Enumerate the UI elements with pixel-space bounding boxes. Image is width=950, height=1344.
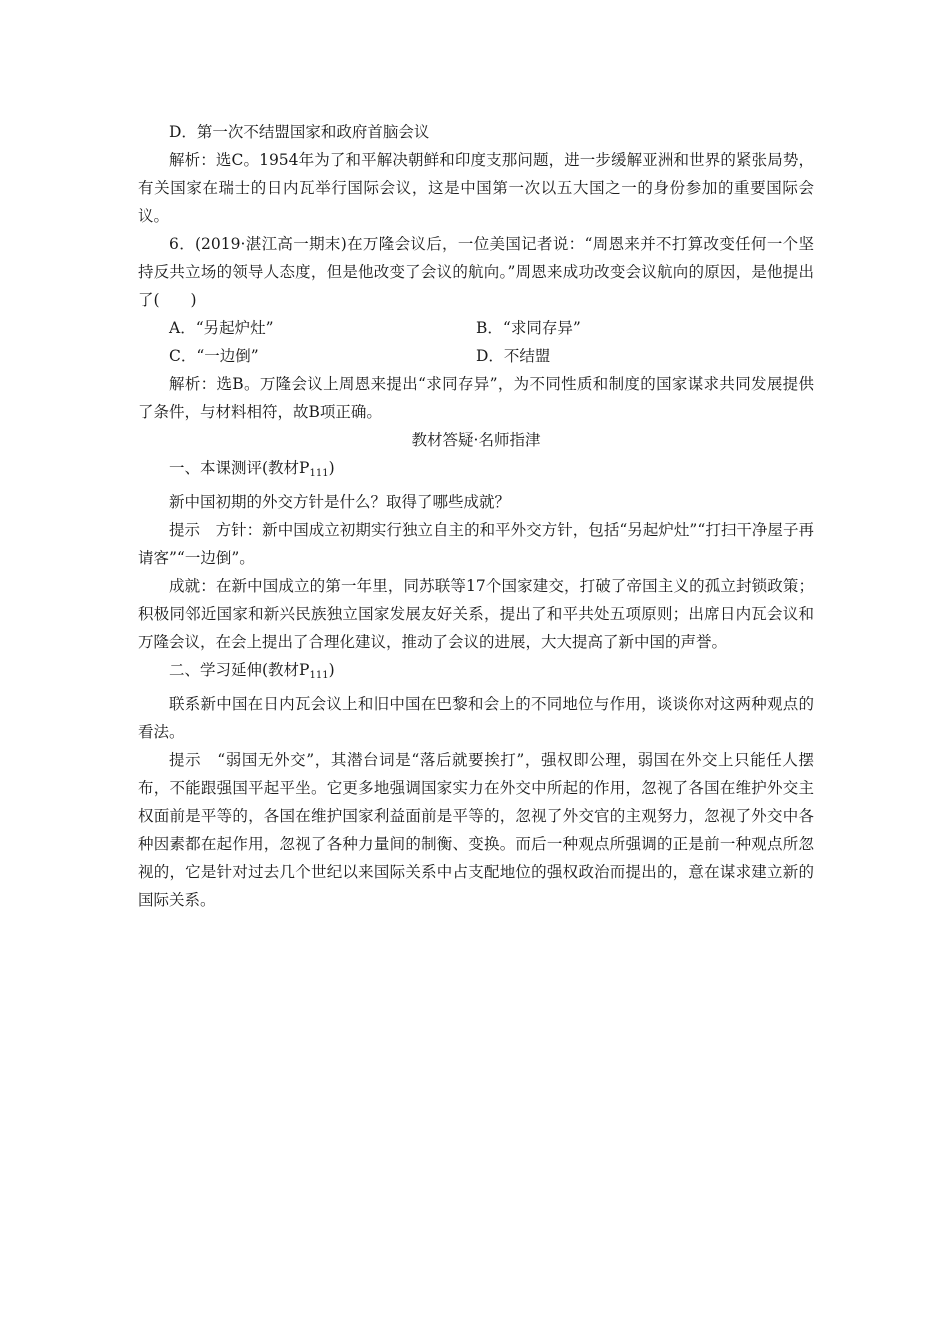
part1-heading (138, 454, 814, 488)
analysis-question-5: 解析：选C。1954年为了和平解决朝鲜和印度支那问题，进一步缓解亚洲和世界的紧张局势，有关国家在瑞士的日内瓦举行国际会议，这是中国第一次以五大国之一的身份参加的重要国际会议。 (138, 151, 814, 225)
option-a: A．“另起炉灶” (169, 319, 274, 337)
option-b: B．“求同存异” (476, 319, 581, 337)
document-page (138, 118, 814, 914)
option-d: D．不结盟 (476, 347, 551, 365)
option-d-previous-question: D．第一次不结盟国家和政府首脑会议 (169, 123, 430, 141)
option-c: C．“一边倒” (169, 347, 259, 365)
part1-achievement: 成就：在新中国成立的第一年里，同苏联等17个国家建交，打破了帝国主义的孤立封锁政策；积极同邻近国家和新兴民族独立国家发展友好关系，提出了和平共处五项原则；出席日内瓦会议和万隆会议，在会上提出了合理化建议，推动了会议的进展，大大提高了新中国的声誉。 (138, 577, 814, 651)
part1-heading-page: 111 (309, 468, 329, 479)
part2-question: 联系新中国在日内瓦会议上和旧中国在巴黎和会上的不同地位与作用，谈谈你对这两种观点的看法。 (138, 695, 814, 741)
options-row-ab (138, 314, 814, 342)
part1-heading-close: ) (328, 459, 335, 477)
part2-heading-text: 二、学习延伸(教材P (169, 661, 310, 679)
part2-heading-page: 111 (309, 670, 329, 681)
section-title: 教材答疑·名师指津 (411, 431, 541, 449)
options-row-cd (138, 342, 814, 370)
part1-question: 新中国初期的外交方针是什么？取得了哪些成就？ (169, 493, 511, 511)
part2-heading-close: ) (328, 661, 335, 679)
part2-hint: 提示 “弱国无外交”，其潜台词是“落后就要挨打”，强权即公理，弱国在外交上只能任人摆布，不能跟强国平起平坐。它更多地强调国家实力在外交中所起的作用，忽视了各国在维护外交主权面前是平等的，各国在维护国家利益面前是平等的，忽视了外交官的主观努力，忽视了外交中各种因素都在起作用，忽视了各种力量间的制衡、变换。而后一种观点所强调的正是前一种观点所忽视的，它是针对过去几个世纪以来国际关系中占支配地位的强权政治而提出的，意在谋求建立新的国际关系。 (138, 751, 814, 909)
part2-heading (138, 656, 814, 690)
analysis-question-6: 解析：选B。万隆会议上周恩来提出“求同存异”，为不同性质和制度的国家谋求共同发展提供了条件，与材料相符，故B项正确。 (138, 375, 814, 421)
question-6: 6．(2019·湛江高一期末)在万隆会议后，一位美国记者说：“周恩来并不打算改变任何一个坚持反共立场的领导人态度，但是他改变了会议的航向。”周恩来成功改变会议航向的原因，是他提出了( ) (138, 235, 814, 309)
part1-heading-text: 一、本课测评(教材P (169, 459, 310, 477)
part1-hint: 提示 方针：新中国成立初期实行独立自主的和平外交方针，包括“另起炉灶”“打扫干净屋子再请客”“一边倒”。 (138, 521, 814, 567)
